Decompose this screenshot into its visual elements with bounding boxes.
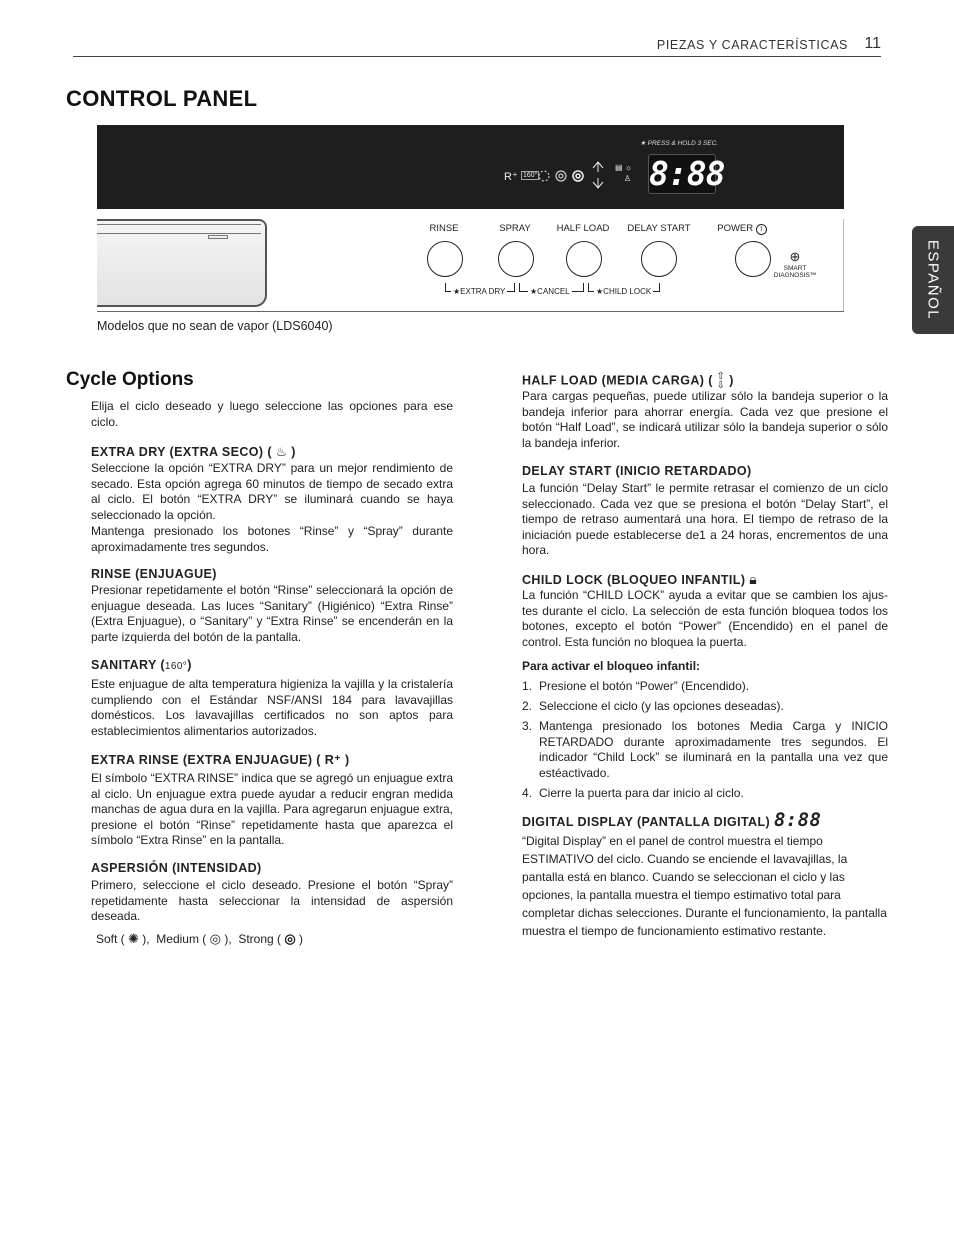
rinse-body: Presionar repetidamente el botón “Rinse” seleccionará la opción de enjuague deseada. Las luces “Sanitary” (Higiénico) “Extra Rinse” (Extra Enjuague), o “Sanitary” y “Extra Rinse” se encenderán en la parte izquierda del botón de la pantalla. [91, 583, 453, 644]
rinse-heading: RINSE (ENJUAGUE) [91, 567, 217, 581]
list-text: Cierre la puerta para dar inicio al ciclo. [539, 786, 744, 800]
panel-divider [843, 219, 844, 311]
delay-start-body: La función “Delay Start” le permite retrasar el comienzo de un ciclo seleccionado. Cada vez que se presiona el botón “Delay Start”, el tiempo de retraso aumentará una hora. El tiempo de retraso de la iniciación puede establecerse de1 a 24 horas, encrementos de una hora. [522, 481, 888, 558]
child-lock-heading [522, 571, 888, 588]
power-button[interactable] [735, 241, 771, 277]
child-lock-activate-title: Para activar el bloqueo infantil: [522, 659, 701, 673]
spray-button[interactable] [498, 241, 534, 277]
spray-levels: Soft ( ✺ ), Medium ( ◎ ), Strong ( ◎ ) [96, 931, 304, 946]
extra-dry-icon: ♨ [275, 445, 288, 459]
sanitary-icon: 160° [164, 661, 188, 672]
list-item [522, 786, 888, 802]
child-lock-sublabel: ★CHILD LOCK [596, 287, 652, 296]
half-load-indicator-icon [590, 159, 606, 191]
list-item [522, 679, 888, 695]
spray-body: Primero, seleccione el ciclo deseado. Presione el botón “Spray” repetidamente hasta seleccionar la intensidad de aspersión deseada. [91, 878, 453, 924]
digital-display-body: “Digital Display” en el panel de control muestra el tiempo ESTIMATIVO del ciclo. Cuando se enciende el lavavajillas, la pantalla está en blanco. Cuando se seleccionan el ciclo y las opciones, la pantalla muestra el tiempo estimativo total para completar dichas selecciones. Durante el funcionamiento, la pantalla muestra el tiempo de funcionamiento estimativo restante. [522, 834, 887, 938]
list-item [522, 699, 888, 715]
extra-dry-sublabel: ★EXTRA DRY [453, 287, 506, 296]
digital-display-heading [522, 809, 888, 831]
door-slot [208, 235, 228, 239]
extra-dry-heading: EXTRA DRY (EXTRA SECO) ( ♨ ) [91, 445, 296, 459]
list-number: 3. [522, 719, 533, 733]
strong-spray-icon: ◎ [284, 931, 296, 946]
page-number: 11 [864, 35, 881, 52]
child-lock-heading-text: CHILD LOCK (BLOQUEO INFANTIL) [522, 573, 746, 587]
list-number: 2. [522, 699, 533, 713]
soft-label: Soft ( [96, 932, 125, 946]
medium-spray-icon: ◎ [209, 931, 221, 946]
child-lock-icon: 🔒︎ [749, 571, 758, 587]
page-title: CONTROL PANEL [66, 86, 258, 111]
extra-rinse-body: El símbolo “EXTRA RINSE” indica que se agregó un enjuague extra al ciclo. Un enjuague extra puede ayudar a reducir engran medida manchas de agua dura en la vajilla. Para agregarun enjuague extra, presione el botón “Rinse” repetidamente hasta que aparezca el símbolo “Extra Rinse” en la pantalla. [91, 771, 453, 848]
extra-rinse-icon: R⁺ [324, 753, 342, 767]
list-number: 1. [522, 679, 533, 693]
list-number: 4. [522, 786, 533, 800]
spray-heading: ASPERSIÓN (INTENSIDAD) [91, 861, 262, 875]
smart-diagnosis-text: SMART DIAGNOSIS™ [773, 265, 817, 279]
soft-spray-icon: ✺ [128, 931, 139, 946]
panel-baseline [97, 311, 844, 312]
sanitary-indicator: 160° [523, 172, 538, 179]
digital-display: 8:88 [649, 154, 725, 193]
delay-start-button[interactable] [641, 241, 677, 277]
sanitary-heading: SANITARY (160°) [91, 658, 192, 672]
smart-diagnosis-label [770, 249, 820, 279]
intro-text: Elija el ciclo deseado y luego seleccione las opciones para ese ciclo. [91, 399, 453, 429]
medium-label: Medium ( [156, 932, 207, 946]
cancel-sublabel: ★CANCEL [530, 287, 570, 296]
door-trim [97, 224, 261, 234]
language-tab [912, 226, 954, 334]
list-item [522, 719, 888, 783]
press-hold-note: ★ PRESS & HOLD 3 SEC. [640, 140, 719, 147]
extra-rinse-heading-text: EXTRA RINSE (EXTRA ENJUAGUE) ( [91, 753, 321, 767]
half-load-button[interactable] [566, 241, 602, 277]
half-load-label: HALF LOAD [556, 223, 610, 234]
control-panel-display [97, 125, 844, 209]
list-text: Mantenga presionado los botones Media Carga y INICIO RETARDADO durante aproximadamente tres segundos. El indicador “Child Lock” se iluminará en la pantalla una vez que estéactivado. [539, 719, 888, 780]
half-load-heading-text: HALF LOAD (MEDIA CARGA) ( [522, 373, 713, 388]
half-load-body: Para cargas pequeñas, puede utilizar sólo la bandeja superior o la bandeja inferior para ahorrar energía. Cada vez que presione el botón “Half Load”, se indicará utilizar sólo la bandeja superior o sólo la bandeja inferior. [522, 389, 888, 450]
half-load-heading: HALF LOAD (MEDIA CARGA) ( ⇧ ⇩ ) [522, 371, 734, 391]
header-rule [73, 56, 881, 57]
header-section: PIEZAS Y CARACTERÍSTICAS [656, 38, 848, 52]
sanitary-heading-text: SANITARY ( [91, 658, 165, 672]
status-icons: ▤ ☼ ♙ [615, 163, 633, 183]
extra-rinse-indicator: R⁺ [504, 171, 518, 183]
language-tab-label: ESPAÑOL [924, 239, 942, 321]
rinse-button[interactable] [427, 241, 463, 277]
child-lock-body: La función “CHILD LOCK” ayuda a evitar que se cambien los ajus-tes durante el ciclo. La selección de esta función bloquea todos los botones, excepto el botón “Power” (Encendido) en el panel de control. Esta función no bloquea la puerta. [522, 588, 888, 649]
power-label-text: POWER [717, 223, 754, 234]
extra-dry-body: Seleccione la opción “EXTRA DRY” para un mejor rendimiento de secado. Esta opción agrega 60 minutos de tiempo de secado extra al ciclo. El botón “EXTRA DRY” se iluminará cuando se haya seleccionado la opción. [91, 461, 453, 522]
delay-start-heading: DELAY START (INICIO RETARDADO) [522, 464, 752, 478]
list-text: Seleccione el ciclo (y las opciones deseadas). [539, 699, 784, 713]
extra-dry-heading-text: EXTRA DRY (EXTRA SECO) ( [91, 445, 272, 459]
spray-label: SPRAY [499, 223, 531, 234]
smart-diagnosis-icon: ⊕ [789, 249, 801, 264]
power-label [702, 223, 782, 235]
list-text: Presione el botón “Power” (Encendido). [539, 679, 750, 693]
power-icon: I [756, 224, 767, 235]
rinse-label: RINSE [429, 223, 459, 234]
panel-caption: Modelos que no sean de vapor (LDS6040) [97, 319, 333, 333]
cycle-options-title: Cycle Options [66, 369, 194, 390]
digital-display-heading-text: DIGITAL DISPLAY (PANTALLA DIGITAL) [522, 815, 771, 829]
strong-label: Strong ( [238, 932, 282, 946]
half-load-icon: ⇧ ⇩ [716, 371, 726, 391]
digital-display-icon: 8:88 [773, 809, 822, 831]
delay-start-label: DELAY START [627, 223, 691, 234]
spray-indicators-icon [536, 168, 586, 184]
extra-rinse-heading: EXTRA RINSE (EXTRA ENJUAGUE) ( R⁺ ) [91, 753, 350, 767]
sanitary-body: Este enjuague de alta temperatura higieniza la vajilla y la cristalería cumpliendo con el Estándar NSF/ANSI 184 para lavavajillas domésticos. Los lavavajillas certificados no son aptos para establecimientos alimentarios autorizados. [91, 677, 453, 738]
extra-dry-note: Mantenga presionado los botones “Rinse” y “Spray” durante aproximadamente tres segundos. [91, 524, 453, 554]
